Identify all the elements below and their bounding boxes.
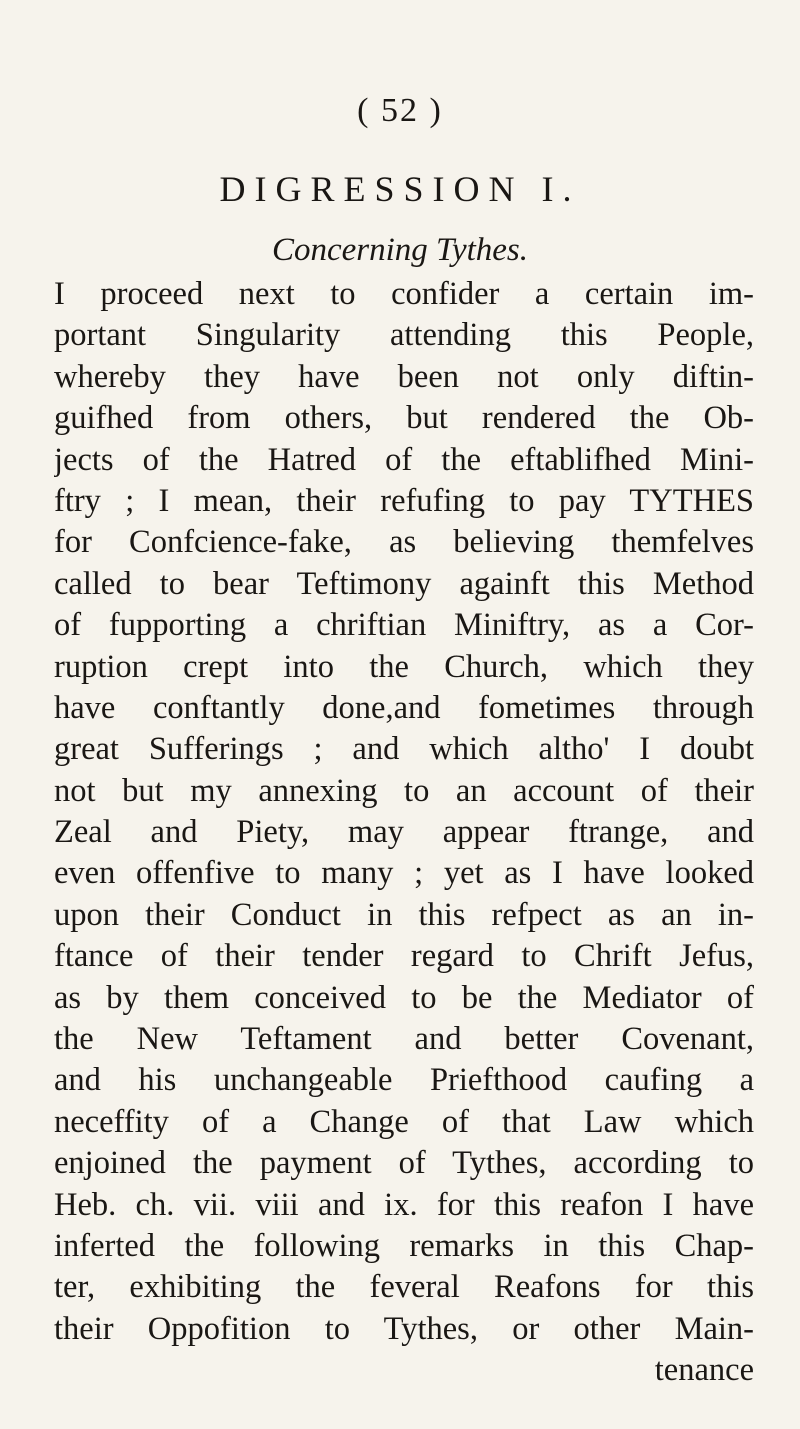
text-line: and his unchangeable Priefthood caufing a	[54, 1062, 754, 1099]
text-line: great Sufferings ; and which altho' I doubt	[54, 731, 754, 768]
text-line: enjoined the payment of Tythes, according to	[54, 1145, 754, 1182]
chapter-subheading: Concerning Tythes.	[271, 232, 529, 268]
text-line: I proceed next to confider a certain im-	[54, 276, 754, 312]
text-line: their Oppofition to Tythes, or other Main-	[54, 1310, 754, 1347]
text-line: ftance of their tender regard to Chrift Jefus,	[54, 938, 754, 975]
text-line: the New Teftament and better Covenant,	[54, 1021, 754, 1058]
body-text	[54, 274, 754, 1392]
text-line: of fupporting a chriftian Miniftry, as a Cor-	[54, 607, 754, 644]
chapter-heading: DIGRESSION I.	[219, 169, 581, 209]
text-line: Heb. ch. vii. viii and ix. for this reafon I have	[54, 1186, 754, 1223]
text-line: ter, exhibiting the feveral Reafons for this	[54, 1269, 754, 1306]
text-line: as by them conceived to be the Mediator of	[54, 979, 754, 1016]
text-line: ftry ; I mean, their refufing to pay TYTHES	[54, 482, 754, 519]
catchword: tenance	[654, 1352, 754, 1389]
text-line: guifhed from others, but rendered the Ob-	[54, 400, 754, 437]
text-line: Zeal and Piety, may appear ftrange, and	[54, 814, 754, 851]
text-line: neceffity of a Change of that Law which	[54, 1103, 754, 1140]
text-line: jects of the Hatred of the eftablifhed Mini-	[54, 441, 754, 478]
text-line: not but my annexing to an account of their	[54, 772, 754, 809]
text-line: even offenfive to many ; yet as I have looked	[54, 855, 754, 892]
text-line: upon their Conduct in this refpect as an in-	[54, 896, 754, 933]
page-number: ( 52 )	[357, 92, 443, 129]
text-line: have conftantly done,and fometimes through	[54, 689, 754, 726]
text-line: for Confcience-fake, as believing themfelves	[54, 524, 754, 561]
text-line: called to bear Teftimony againft this Method	[54, 565, 754, 602]
text-line: ruption crept into the Church, which they	[54, 648, 754, 685]
text-line: whereby they have been not only diftin-	[54, 358, 754, 395]
text-line: portant Singularity attending this People,	[54, 317, 754, 354]
text-line: inferted the following remarks in this Chap-	[54, 1227, 754, 1264]
